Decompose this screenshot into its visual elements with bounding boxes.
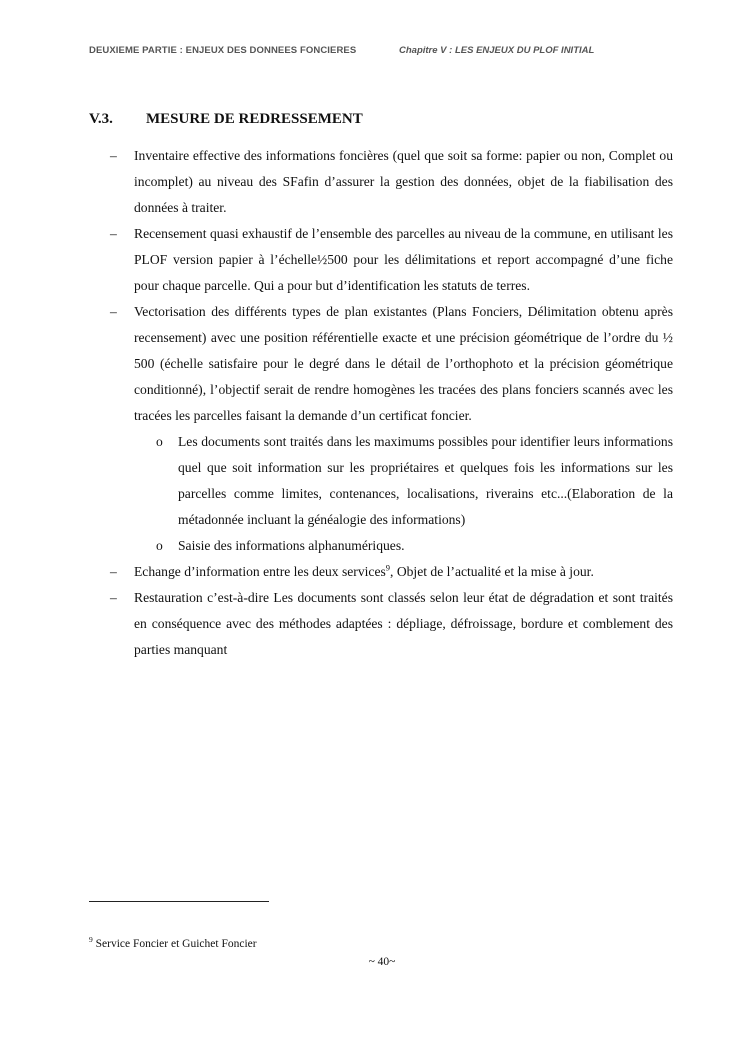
list-item-vectorisation [89,299,673,429]
list-item-exchange [89,559,673,585]
section-number: V.3. [89,111,113,127]
footnote-separator [89,901,269,902]
list-item-census [89,221,673,299]
list-item-inventory [89,143,673,221]
header-part-title: DEUXIEME PARTIE : ENJEUX DES DONNEES FONCIERES [89,45,357,56]
sub-list-item-text: Saisie des informations alphanumériques. [178,538,405,553]
dash-marker: – [110,304,117,319]
list-item-text: Recensement quasi exhaustif de l’ensemble des parcelles au niveau de la commune, en utilisant les PLOF version papier à l’échelle½500 pour les délimitations et report accompagné d’une fiche pour chaque parcelle. Qui a pour but d’identification les statuts de terres. [134,226,673,293]
page-number: ~ 40~ [368,956,396,968]
list-item-text: Inventaire effective des informations foncières (quel que soit sa forme: papier ou non, Complet ou incomplet) au niveau des SFafin d’assurer la gestion des données, objet de la fiabilisation des données à traiter. [134,148,673,215]
list-item-restoration [89,585,673,663]
dash-marker: – [110,226,117,241]
sub-list-item-text: Les documents sont traités dans les maximums possibles pour identifier leurs informations quel que soit information sur les propriétaires et quelques fois les informations sur les parcelles comme limites, contenances, localisations, riverains etc...(Elaboration de la métadonnée incluant la généalogie des informations) [178,434,673,527]
dash-marker: – [110,590,117,605]
footnote-text: Service Foncier et Guichet Foncier [95,938,257,950]
footnote-number: 9 [89,935,93,945]
footnote [89,935,257,950]
list-item-text: Restauration c’est-à-dire Les documents sont classés selon leur état de dégradation et sont traités en conséquence avec des méthodes adaptées : dépliage, défroissage, bordure et comblement des parties manquant [134,590,673,657]
circle-marker: o [156,538,163,553]
list-item-text: Vectorisation des différents types de plan existantes (Plans Fonciers, Délimitation obtenu après recensement) avec une position référentielle exacte et une précision géométrique de l’ordre du ½ 500 (échelle satisfaire pour le degré dans le détail de l’orthophoto et la précision géométrique conditionné), l’objectif serait de rendre homogènes les tracées des plans fonciers scannés avec les tracées les parcelles faisant la demande d’un certificat foncier. [134,304,673,423]
section-heading [89,111,363,128]
bullet-list [89,143,673,663]
footnote-reference: 9 [385,562,391,573]
dash-marker: – [110,564,117,579]
circle-marker: o [156,434,163,449]
sub-list-item-entry [89,533,673,559]
list-item-text: Echange d’information entre les deux services [134,564,386,579]
list-item-text-continued: , Objet de l’actualité et la mise à jour. [390,564,594,579]
header-chapter-title: Chapitre V : LES ENJEUX DU PLOF INITIAL [399,45,595,56]
section-title: MESURE DE REDRESSEMENT [146,111,363,127]
dash-marker: – [110,148,117,163]
sub-list-item-documents [89,429,673,533]
